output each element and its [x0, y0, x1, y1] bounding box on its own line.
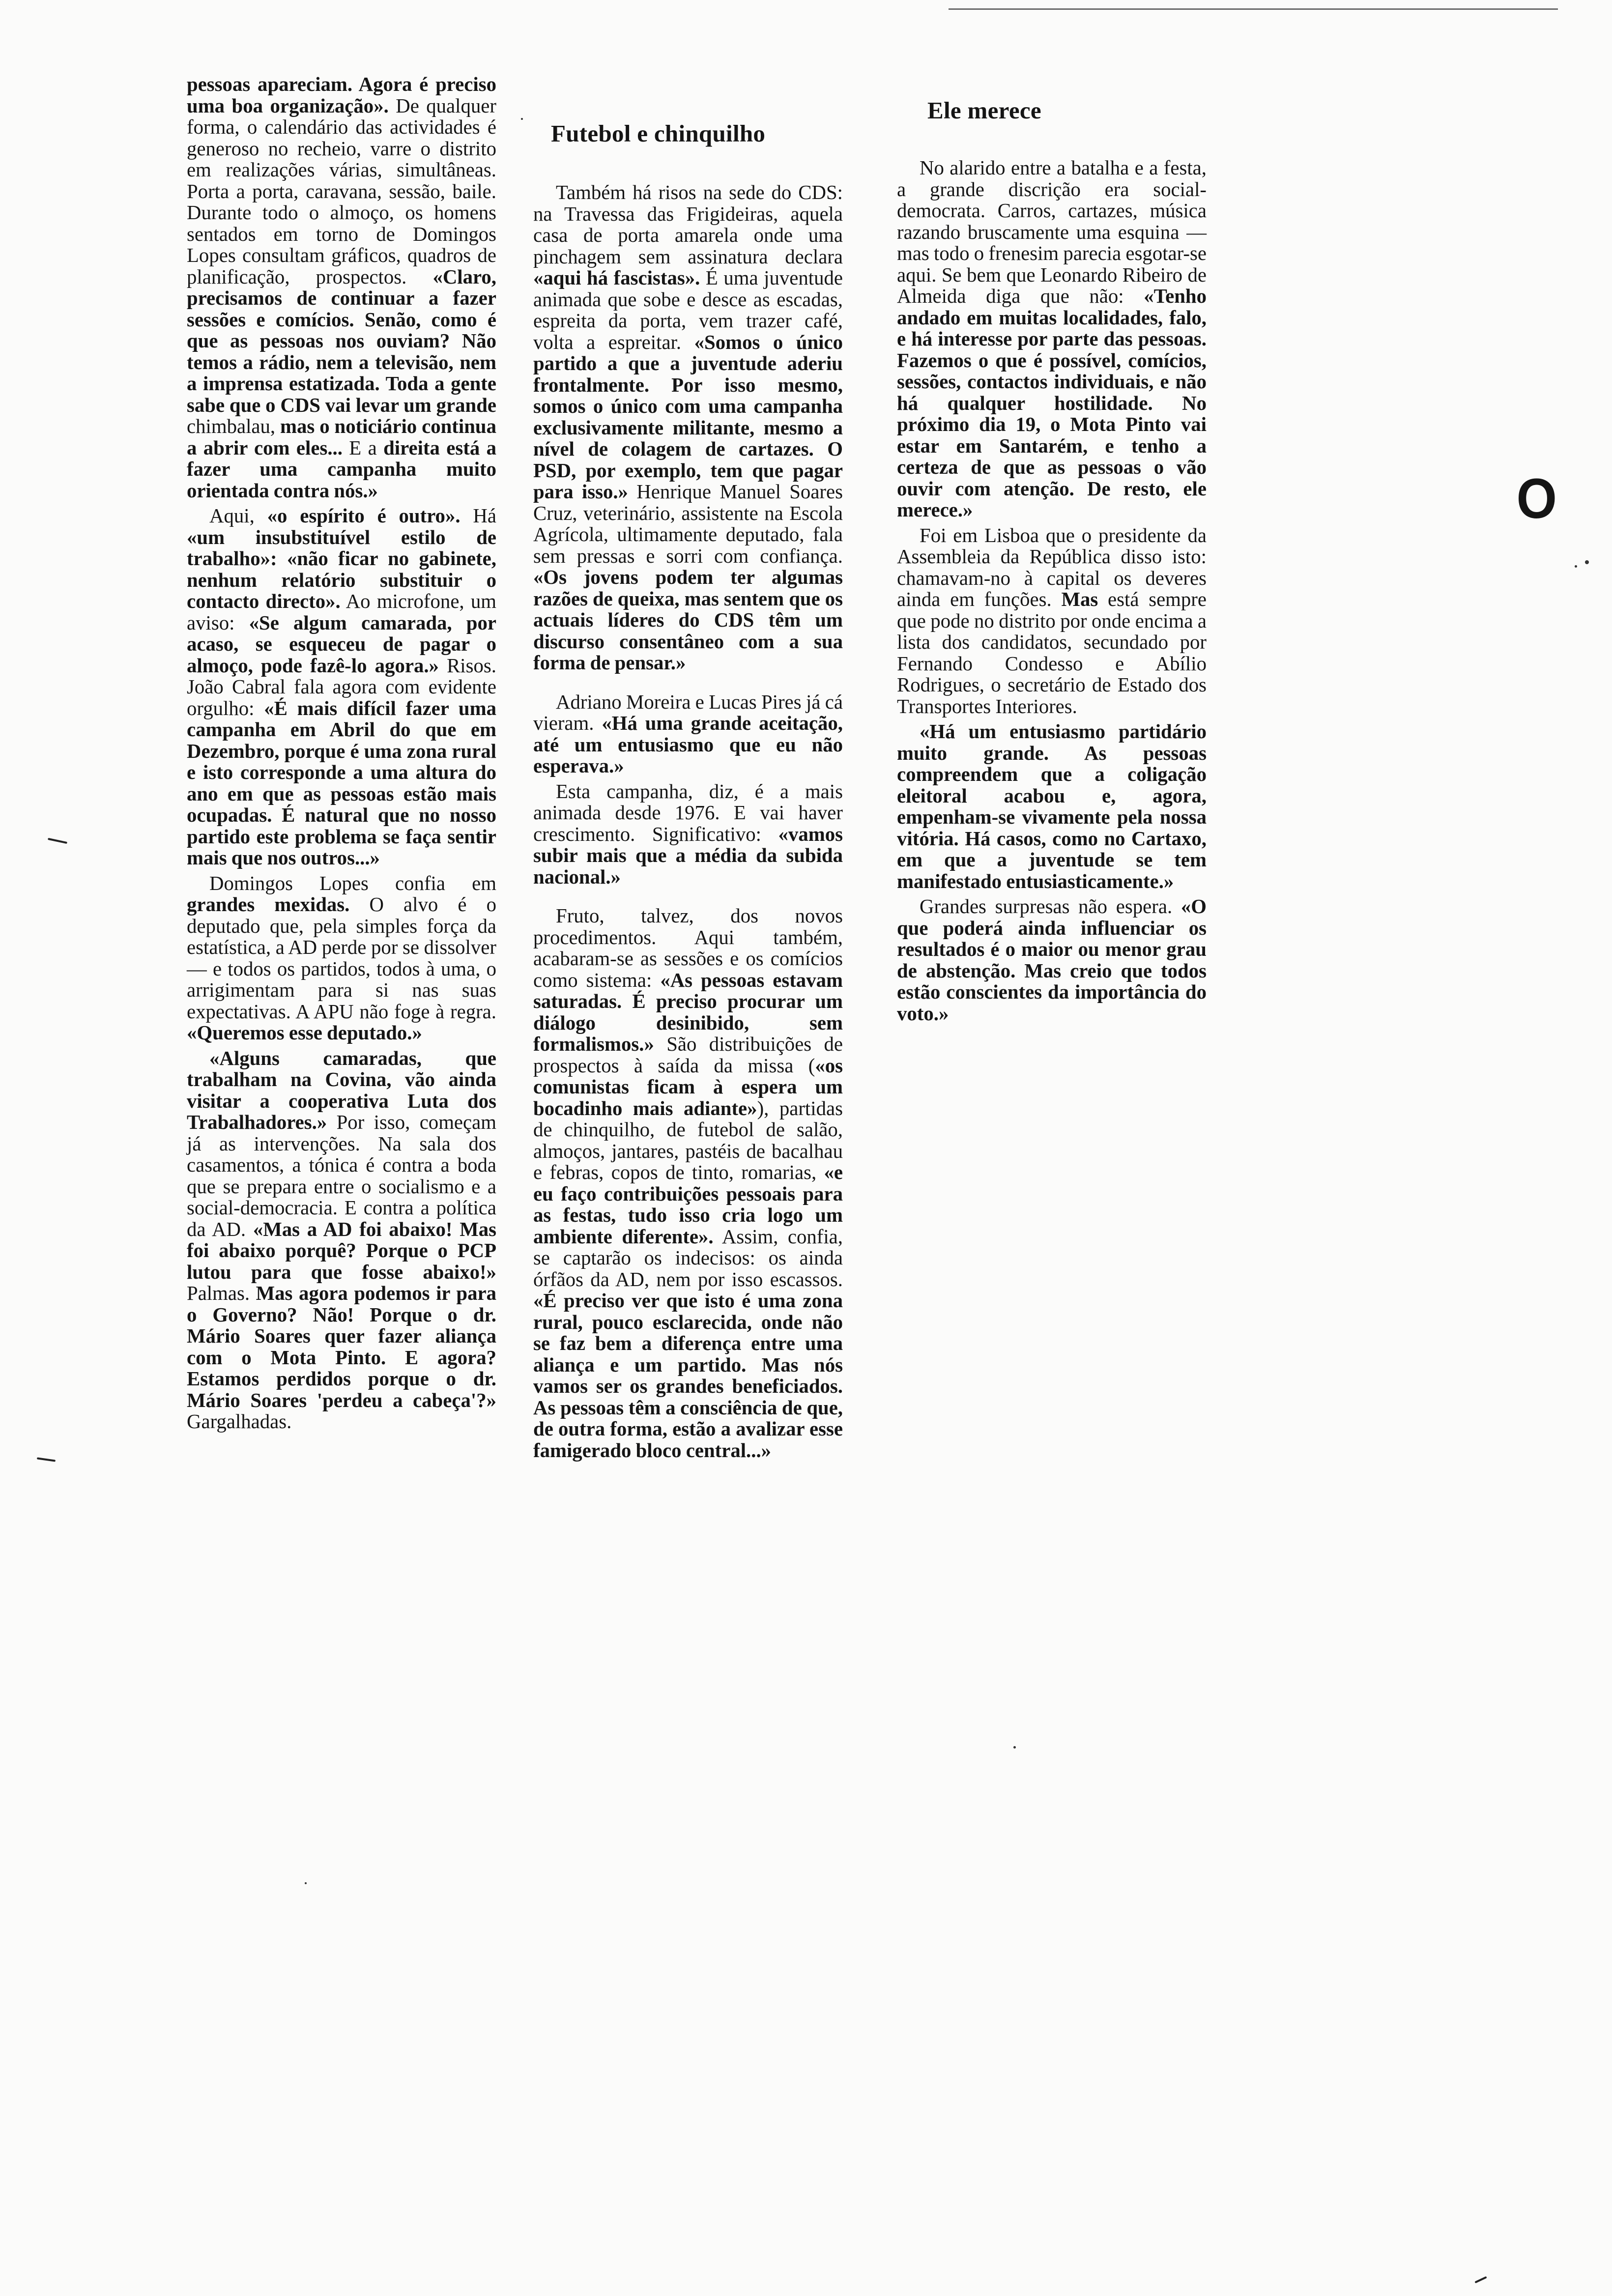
- text-run: está sempre que pode no distrito por onde encima a lista dos candidatos, secundado por Fernando Condesso e Abílio Rodrigues, o secretário de Estado dos Transportes Interiores.: [897, 588, 1207, 718]
- article-paragraph: [187, 74, 496, 501]
- text-run: Há: [460, 505, 496, 527]
- bold-quote-run: direita está a fazer uma campanha muito orientada contra nós.»: [187, 436, 496, 502]
- scan-speck: [1585, 560, 1589, 564]
- text-run: No alarido entre a batalha e a festa, a grande discrição era social-democrata. Carros, cartazes, música razando bruscamente uma esquina — mas todo o frenesim parecia esgotar-se aqui. Se bem que Leonardo Ribeiro de Almeida diga que não:: [897, 157, 1207, 307]
- bold-quote-run: «os comunistas ficam à espera um bocadinho mais adiante»: [533, 1054, 843, 1119]
- bold-quote-run: «Alguns camaradas, que trabalham na Covina, vão ainda visitar a cooperativa Luta dos Trabalhadores.»: [187, 1047, 496, 1133]
- bold-quote-run: «Queremos esse deputado.»: [187, 1022, 422, 1044]
- article-paragraph: [897, 721, 1207, 892]
- text-run: Por isso, começam já as intervenções. Na sala dos casamentos, a tónica é contra a boda que se prepara entre o socialismo e a social-democracia. E contra a política da AD.: [187, 1111, 496, 1240]
- scan-speck: [521, 118, 523, 120]
- text-run: Palmas.: [187, 1282, 256, 1304]
- bold-quote-run: «Se algum camarada, por acaso, se esqueceu de pagar o almoço, pode fazê-lo agora.»: [187, 611, 496, 677]
- scan-speck: [1575, 565, 1577, 568]
- bold-quote-run: «Mas a AD foi abaixo! Mas foi abaixo porquê? Porque o PCP lutou para que fosse abaixo!»: [187, 1218, 496, 1283]
- article-paragraph: [187, 873, 496, 1044]
- bold-quote-run: «aqui há fascistas».: [533, 267, 700, 289]
- bold-quote-run: mas o noticiário continua a abrir com eles...: [187, 415, 496, 459]
- bold-quote-run: «o espírito é outro».: [267, 505, 461, 527]
- article-paragraph: [897, 157, 1207, 521]
- bold-quote-run: «Há uma grande aceitação, até um entusiasmo que eu não esperava.»: [533, 712, 843, 777]
- bold-quote-run: «Tenho andado em muitas localidades, falo, e há interesse por parte das pessoas. Fazemos o que é possível, comícios, sessões, contactos individuais, e não há qualquer hostilidade. No próximo dia 19, o Mota Pinto vai estar em Santarém, e tenho a certeza de que as pessoas o vão ouvir com atenção. De resto, ele merece.»: [897, 285, 1207, 521]
- bold-quote-run: grandes mexidas.: [187, 893, 350, 916]
- text-run: Domingos Lopes confia em: [209, 872, 496, 894]
- text-run: Ao microfone, um aviso:: [187, 590, 496, 634]
- scan-mark: [1474, 2276, 1487, 2284]
- bold-quote-run: «Há um entusiasmo partidário muito grande. As pessoas compreendem que a coligação eleitoral acabou e, agora, empenham-se vivamente pela nossa vitória. Há casos, como no Cartaxo, em que a juventude se tem manifestado entusiasticamente.»: [897, 720, 1207, 892]
- text-run: Também há risos na sede do CDS: na Travessa das Frigideiras, aquela casa de porta amarela onde uma pinchagem sem assinatura declara: [533, 181, 843, 268]
- scan-mark: [37, 1457, 56, 1462]
- article-paragraph: [533, 182, 843, 674]
- text-run: ), partidas de chinquilho, de futebol de salão, almoços, jantares, pastéis de bacalhau e febras, copos de tinto, romarias,: [533, 1097, 843, 1183]
- scan-edge-line: [949, 8, 1558, 10]
- text-run: Gargalhadas.: [187, 1410, 292, 1433]
- article-paragraph: [533, 905, 843, 1461]
- scan-mark: [48, 838, 67, 844]
- text-run: E a: [342, 436, 384, 459]
- text-run: São distribuições de prospectos à saída da missa (: [533, 1033, 843, 1077]
- text-run: O alvo é o deputado que, pela simples força da estatística, a AD perde por se dissolver — e todos os partidos, todos à uma, o arrigimentam para si nas suas expectativas. A APU não foge à regra.: [187, 893, 496, 1023]
- text-run: Esta campanha, diz, é a mais animada desde 1976. E vai haver crescimento. Significativo:: [533, 780, 843, 845]
- bold-quote-run: «Claro, precisamos de continuar a fazer sessões e comícios. Senão, como é que as pessoas nos ouviam? Não temos a rádio, nem a televisão, nem a imprensa estatizada. Toda a gente sabe que o CDS vai levar um grande: [187, 265, 496, 416]
- bold-quote-run: «É mais difícil fazer uma campanha em Abril do que em Dezembro, porque é uma zona rural e isto corresponde a uma altura do ano em que as pessoas estão mais ocupadas. É natural que no nosso partido este problema se faça sentir mais que nos outros...»: [187, 697, 496, 869]
- edge-letter: O: [1516, 467, 1557, 530]
- text-run: Risos. João Cabral fala agora com evidente orgulho:: [187, 654, 496, 719]
- scan-speck: [305, 1882, 307, 1884]
- text-run: De qualquer forma, o calendário das actividades é generoso no recheio, varre o distrito em realizações várias, simultâneas. Porta a porta, caravana, sessão, baile. Durante todo o almoço, os homens sentados em torno de Domingos Lopes consultam gráficos, quadros de planificação, prospectos.: [187, 94, 496, 288]
- bold-quote-run: «Somos o único partido a que a juventude aderiu frontalmente. Por isso mesmo, somos o único com uma campanha exclusivamente militante, mesmo a nível de colagem de cartazes. O PSD, por exemplo, tem que pagar para isso.»: [533, 331, 843, 503]
- bold-quote-run: «As pessoas estavam saturadas. É preciso procurar um diálogo desinibido, sem formalismos.»: [533, 969, 843, 1055]
- text-run: Henrique Manuel Soares Cruz, veterinário, assistente na Escola Agrícola, ultimamente deputado, fala sem pressas e sorri com confiança.: [533, 481, 843, 567]
- text-run: É uma juventude animada que sobe e desce as escadas, espreita da porta, vem trazer café, volta a espreitar.: [533, 267, 843, 353]
- bold-quote-run: «um insubstituível estilo de trabalho»: «não ficar no gabinete, nenhum relatório substituir o contacto directo».: [187, 526, 496, 612]
- section-heading: Futebol e chinquilho: [551, 120, 766, 147]
- text-run: Grandes surpresas não espera.: [920, 895, 1181, 918]
- article-paragraph: [533, 781, 843, 888]
- text-run: Assim, confia, se captarão os indecisos: os ainda órfãos da AD, nem por isso escassos.: [533, 1225, 843, 1291]
- scan-speck: [1013, 1746, 1016, 1749]
- bold-quote-run: Mas: [1061, 588, 1098, 610]
- bold-quote-run: «vamos subir mais que a média da subida nacional.»: [533, 823, 843, 888]
- column-body: [897, 157, 1207, 1028]
- bold-quote-run: Mas agora podemos ir para o Governo? Não! Porque o dr. Mário Soares quer fazer aliança com o Mota Pinto. E agora? Estamos perdidos porque o dr. Mário Soares 'perdeu a cabeça'?»: [187, 1282, 496, 1411]
- bold-quote-run: «e eu faço contribuições pessoais para as festas, tudo isso cria logo um ambiente diferente».: [533, 1161, 843, 1248]
- article-paragraph: [533, 691, 843, 777]
- article-paragraph: [897, 896, 1207, 1024]
- section-heading: Ele merece: [927, 97, 1041, 124]
- text-run: chimbalau,: [187, 415, 281, 437]
- bold-quote-run: «É preciso ver que isto é uma zona rural, pouco esclarecida, onde não se faz bem a diferença entre uma aliança e um partido. Mas nós vamos ser os grandes beneficiados. As pessoas têm a consciência de que, de outra forma, estão a avalizar esse famigerado bloco central...»: [533, 1290, 843, 1462]
- text-run: Adriano Moreira e Lucas Pires já cá vieram.: [533, 690, 843, 734]
- article-paragraph: [187, 505, 496, 869]
- bold-quote-run: «Os jovens podem ter algumas razões de queixa, mas sentem que os actuais líderes do CDS têm um discurso consentâneo com a sua forma de pensar.»: [533, 566, 843, 674]
- text-run: Aqui,: [209, 505, 267, 527]
- text-run: Foi em Lisboa que o presidente da Assembleia da República disso isto: chamavam-no à capital os deveres ainda em funções.: [897, 524, 1207, 610]
- column-body: [533, 182, 843, 1465]
- text-run: Fruto, talvez, dos novos procedimentos. Aqui também, acabaram-se as sessões e os comícios como sistema:: [533, 905, 843, 991]
- bold-quote-run: pessoas apareciam. Agora é preciso uma boa organização».: [187, 73, 496, 117]
- column-body: [187, 74, 496, 1436]
- article-paragraph: [187, 1048, 496, 1433]
- bold-quote-run: «O que poderá ainda influenciar os resultados é o maior ou menor grau de abstenção. Mas creio que todos estão conscientes da importância do voto.»: [897, 895, 1207, 1025]
- article-paragraph: [897, 525, 1207, 718]
